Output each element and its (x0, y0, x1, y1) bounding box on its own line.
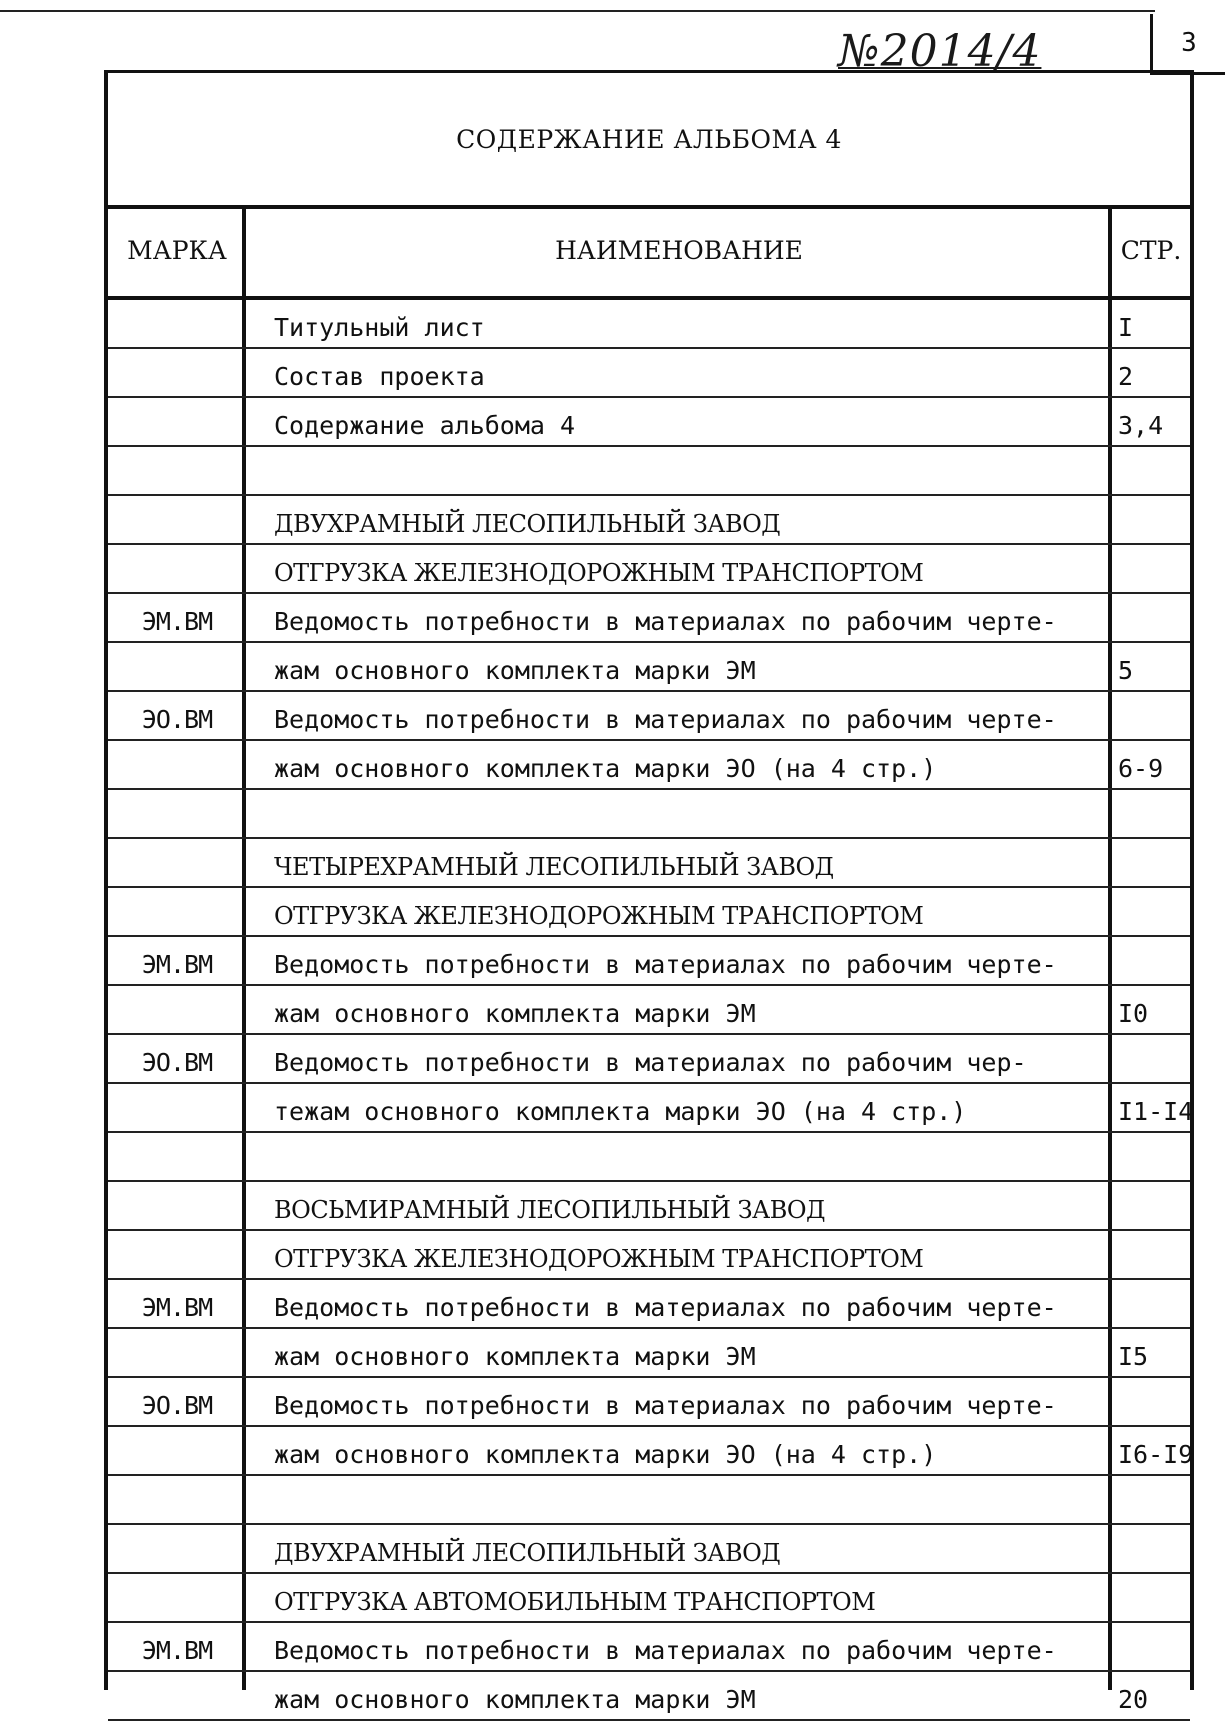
row-mark (108, 545, 246, 592)
row-name: ОТГРУЗКА АВТОМОБИЛЬНЫМ ТРАНСПОРТОМ (274, 1588, 876, 1616)
table-row (108, 594, 1190, 643)
table-row (108, 741, 1190, 790)
row-page (1112, 545, 1194, 592)
row-name: жам основного комплекта марки ЭМ (274, 999, 756, 1028)
row-mark: ЭО.ВМ (141, 1048, 213, 1077)
row-mark (108, 1231, 246, 1278)
row-name: ВОСЬМИРАМНЫЙ ЛЕСОПИЛЬНЫЙ ЗАВОД (274, 1196, 826, 1224)
row-page (1112, 496, 1194, 543)
row-page (1112, 1133, 1194, 1180)
table-row (108, 398, 1190, 447)
row-page (1112, 1378, 1194, 1425)
row-page (1112, 1231, 1194, 1278)
row-page: I1-I4 (1118, 1097, 1194, 1126)
row-name (254, 1476, 1204, 1523)
table-row (108, 839, 1190, 888)
table-row (108, 937, 1190, 986)
column-header-mark: МАРКА (127, 236, 227, 265)
contents-table-frame (104, 70, 1194, 1714)
row-mark (108, 790, 246, 837)
row-page (1112, 594, 1194, 641)
row-mark (108, 1329, 246, 1376)
row-page (1112, 839, 1194, 886)
table-row (108, 1035, 1190, 1084)
row-name (254, 1133, 1204, 1180)
table-row (108, 447, 1190, 496)
row-page (1112, 447, 1194, 494)
table-row (108, 888, 1190, 937)
row-page (1112, 1280, 1194, 1327)
row-name: ДВУХРАМНЫЙ ЛЕСОПИЛЬНЫЙ ЗАВОД (274, 1539, 781, 1567)
row-name (254, 790, 1204, 837)
row-page (1112, 937, 1194, 984)
row-page (1112, 888, 1194, 935)
table-row (108, 1623, 1190, 1672)
row-page (1112, 1035, 1194, 1082)
row-mark: ЭМ.ВМ (141, 607, 213, 636)
row-page: 5 (1118, 656, 1134, 685)
table-row (108, 1084, 1194, 1133)
row-name: ОТГРУЗКА ЖЕЛЕЗНОДОРОЖНЫМ ТРАНСПОРТОМ (274, 559, 924, 587)
row-name: Состав проекта (274, 362, 485, 391)
row-name: ОТГРУЗКА ЖЕЛЕЗНОДОРОЖНЫМ ТРАНСПОРТОМ (274, 1245, 924, 1273)
row-mark (108, 643, 246, 690)
row-page (1112, 1525, 1194, 1572)
row-page (1112, 1623, 1194, 1670)
row-page (1112, 1574, 1194, 1621)
row-mark (108, 1574, 246, 1621)
row-mark: ЭО.ВМ (141, 1391, 213, 1420)
row-name: Содержание альбома 4 (274, 411, 576, 440)
row-page (1112, 790, 1194, 837)
row-name: ЧЕТЫРЕХРАМНЫЙ ЛЕСОПИЛЬНЫЙ ЗАВОД (274, 853, 834, 881)
row-page: 6-9 (1118, 754, 1164, 783)
row-page: I6-I9 (1118, 1440, 1194, 1469)
table-row (108, 349, 1190, 398)
table-row (108, 1574, 1190, 1623)
row-page: 20 (1118, 1685, 1149, 1714)
row-name: ОТГРУЗКА ЖЕЛЕЗНОДОРОЖНЫМ ТРАНСПОРТОМ (274, 902, 924, 930)
table-header (108, 205, 1190, 300)
table-row (108, 1525, 1190, 1574)
top-border-line (0, 10, 1155, 12)
column-header-name: НАИМЕНОВАНИЕ (555, 236, 803, 265)
row-name (254, 447, 1204, 494)
row-name: тежам основного комплекта марки ЭО (на 4 стр.) (274, 1097, 967, 1126)
table-row (108, 1280, 1190, 1329)
row-mark (108, 1084, 246, 1131)
row-page: 3,4 (1118, 411, 1164, 440)
row-mark (108, 986, 246, 1033)
table-row (108, 1231, 1190, 1280)
row-mark (108, 496, 246, 543)
row-name: Ведомость потребности в материалах по рабочим черте- (274, 607, 1057, 636)
row-mark (108, 1427, 246, 1474)
row-name: Ведомость потребности в материалах по рабочим черте- (274, 705, 1057, 734)
table-row (108, 545, 1190, 594)
table-row (108, 496, 1190, 545)
row-name: жам основного комплекта марки ЭМ (274, 1685, 756, 1714)
row-mark (108, 1133, 246, 1180)
row-name: Ведомость потребности в материалах по рабочим черте- (274, 1391, 1057, 1420)
table-row (108, 300, 1190, 349)
row-mark (108, 1182, 246, 1229)
table-row (108, 1378, 1190, 1427)
row-mark (108, 447, 246, 494)
row-mark (108, 741, 246, 788)
row-page (1112, 692, 1194, 739)
row-mark (108, 1476, 246, 1523)
table-row (108, 1329, 1190, 1378)
row-mark (108, 888, 246, 935)
row-page (1112, 1476, 1194, 1523)
row-mark (108, 398, 246, 445)
table-row (108, 1427, 1194, 1476)
table-row (108, 790, 1190, 839)
table-row (108, 1133, 1190, 1182)
row-name: жам основного комплекта марки ЭО (на 4 стр.) (274, 754, 937, 783)
document-number: №2014/4 (838, 26, 1042, 77)
row-mark (108, 349, 246, 396)
row-name: жам основного комплекта марки ЭМ (274, 1342, 756, 1371)
row-name: Ведомость потребности в материалах по рабочим черте- (274, 950, 1057, 979)
row-mark: ЭМ.ВМ (141, 950, 213, 979)
row-name: Ведомость потребности в материалах по рабочим черте- (274, 1293, 1057, 1322)
row-page: I (1118, 313, 1134, 342)
table-body (108, 300, 1194, 1721)
row-name: жам основного комплекта марки ЭМ (274, 656, 756, 685)
row-mark: ЭМ.ВМ (141, 1293, 213, 1322)
row-page: I5 (1118, 1342, 1149, 1371)
row-page: I0 (1118, 999, 1149, 1028)
sheet-number: 3 (1150, 14, 1225, 75)
row-mark: ЭО.ВМ (141, 705, 213, 734)
table-row (108, 1672, 1190, 1721)
row-name: Ведомость потребности в материалах по рабочим чер- (274, 1048, 1027, 1077)
row-mark (108, 1525, 246, 1572)
table-row (108, 1182, 1190, 1231)
row-mark (108, 1672, 246, 1719)
page-title: СОДЕРЖАНИЕ АЛЬБОМА 4 (108, 73, 1190, 209)
row-name: Титульный лист (274, 313, 485, 342)
row-name: жам основного комплекта марки ЭО (на 4 стр.) (274, 1440, 937, 1469)
table-row (108, 643, 1190, 692)
row-page: 2 (1118, 362, 1134, 391)
row-mark: ЭМ.ВМ (141, 1636, 213, 1665)
row-name: Ведомость потребности в материалах по рабочим черте- (274, 1636, 1057, 1665)
table-row (108, 1476, 1190, 1525)
row-mark (108, 300, 246, 347)
row-name: ДВУХРАМНЫЙ ЛЕСОПИЛЬНЫЙ ЗАВОД (274, 510, 781, 538)
row-mark (108, 839, 246, 886)
row-page (1112, 1182, 1194, 1229)
column-header-page: СТР. (1120, 236, 1182, 265)
table-row (108, 986, 1190, 1035)
table-row (108, 692, 1190, 741)
